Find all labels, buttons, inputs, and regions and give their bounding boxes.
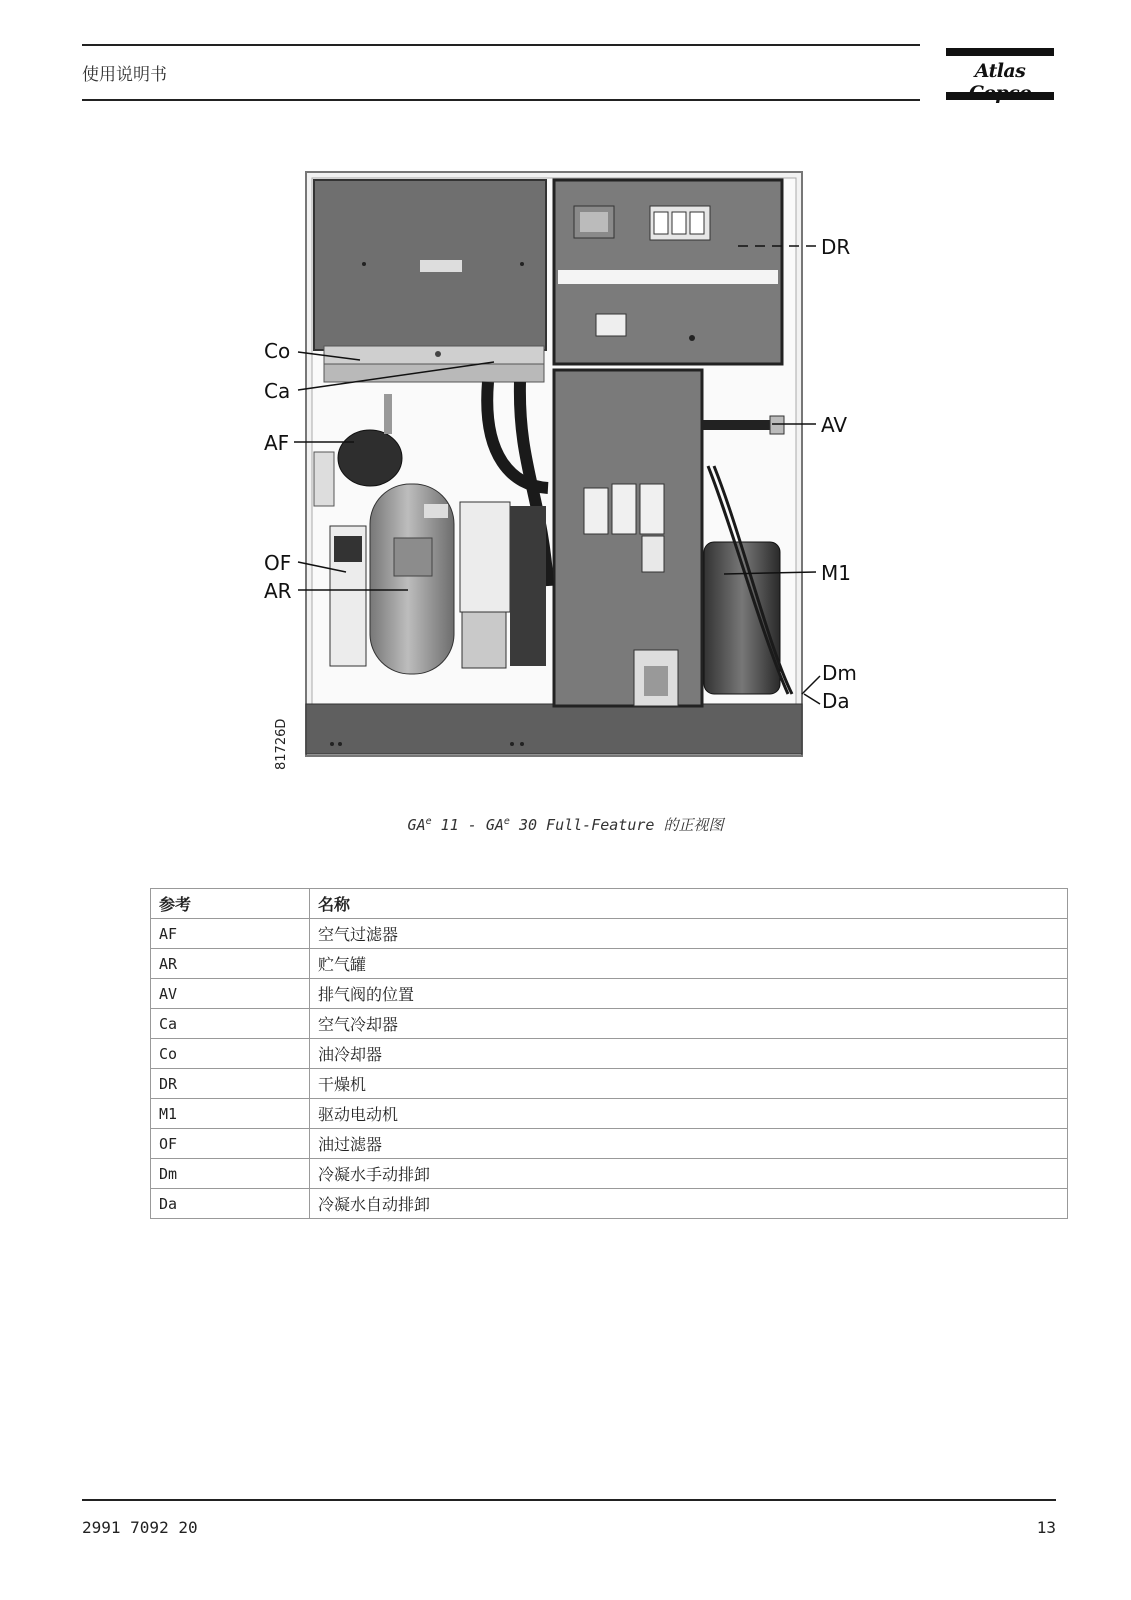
table-row: AF 空气过滤器 <box>151 919 1068 949</box>
reference-table <box>150 888 1068 1219</box>
atlas-copco-logo: Atlas <box>946 48 1054 102</box>
table-row: OF 油过滤器 <box>151 1129 1068 1159</box>
table-row: Da 冷凝水自动排卸 <box>151 1189 1068 1219</box>
callout-of: OF <box>264 551 292 575</box>
figure-code: 81726D <box>274 718 289 770</box>
table-row: M1 驱动电动机 <box>151 1099 1068 1129</box>
footer-rule <box>82 1499 1056 1501</box>
table-row: Ca 空气冷却器 <box>151 1009 1068 1039</box>
header-name: 名称 <box>310 889 1068 919</box>
table-row: Dm 冷凝水手动排卸 <box>151 1159 1068 1189</box>
callout-ar: AR <box>264 579 292 603</box>
callout-ca: Ca <box>264 379 291 403</box>
callout-co: Co <box>264 339 291 363</box>
header-reference: 参考 <box>151 889 310 919</box>
table-row: AR 贮气罐 <box>151 949 1068 979</box>
callout-dm: Dm <box>822 661 857 685</box>
callout-dr: DR <box>821 235 851 259</box>
callout-av: AV <box>821 413 848 437</box>
table-row: DR 干燥机 <box>151 1069 1068 1099</box>
compressor-front-view-figure <box>262 166 882 776</box>
header-rule-top <box>82 44 920 46</box>
document-title: 使用说明书 <box>82 65 167 85</box>
callout-m1: M1 <box>821 561 851 585</box>
callout-af: AF <box>264 431 290 455</box>
document-number: 2991 7092 20 <box>82 1518 198 1537</box>
header-rule-bottom <box>82 99 920 101</box>
callout-da: Da <box>822 689 850 713</box>
table-row: AV 排气阀的位置 <box>151 979 1068 1009</box>
page-number: 13 <box>1036 1518 1056 1537</box>
table-row: Co 油冷却器 <box>151 1039 1068 1069</box>
figure-caption: $GA^e$ $11 - GA^e$ 30 Full-Feature 的正视图 <box>407 816 724 834</box>
table-header-row <box>151 889 1068 919</box>
